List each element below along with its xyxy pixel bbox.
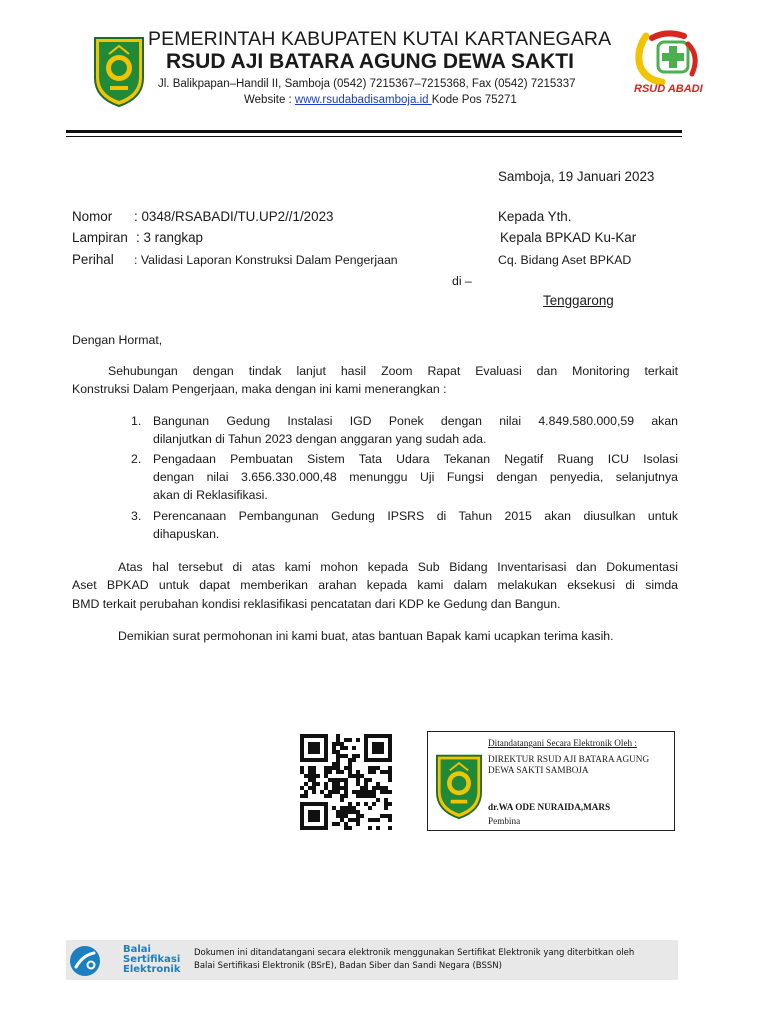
lampiran-label: Lampiran — [72, 230, 128, 245]
rsud-abadi-logo-text: RSUD ABADI — [634, 83, 703, 95]
letterhead-rule-thick — [66, 130, 682, 133]
item-1-line-2: dilanjutkan di Tahun 2023 dengan anggaran yang sudah ada. — [153, 432, 487, 446]
item-2-line-3: akan di Reklasifikasi. — [153, 488, 268, 502]
letterhead-rule-thin — [66, 136, 682, 137]
item-3-line-1: Perencanaan Pembangunan Gedung IPSRS di Tahun 2015 akan diusulkan untuk — [153, 509, 678, 523]
item-1-line-1: Bangunan Gedung Instalasi IGD Ponek dengan nilai 4.849.580.000,59 akan — [153, 414, 678, 428]
hospital-address: Jl. Balikpapan–Handil II, Samboja (0542) 7215367–7215368, Fax (0542) 7215337 — [158, 78, 576, 90]
kutai-kartanegara-emblem — [92, 34, 146, 108]
bsre-logo-line-3: Elektronik — [123, 964, 181, 975]
bsre-logo-line-1: Balai — [123, 944, 151, 955]
perihal-value: : Validasi Laporan Konstruksi Dalam Pengerjaan — [134, 253, 398, 267]
signed-electronically-label: Ditandatangani Secara Elektronik Oleh : — [488, 738, 637, 748]
salutation: Dengan Hormat, — [72, 333, 163, 347]
bsre-logo-icon — [69, 945, 101, 977]
recipient-name: Kepala BPKAD Ku-Kar — [500, 230, 637, 245]
item-2-line-1: Pengadaan Pembuatan Sistem Tata Udara Tekanan Negatif Ruang ICU Isolasi — [153, 452, 678, 466]
nomor-value: : 0348/RSABADI/TU.UP2//1/2023 — [134, 209, 334, 224]
intro-line-1: Sehubungan dengan tindak lanjut hasil Zoom Rapat Evaluasi dan Monitoring terkait — [108, 364, 678, 378]
website-line — [244, 94, 517, 106]
signer-name: dr.WA ODE NURAIDA,MARS — [488, 802, 611, 812]
lampiran-value: : 3 rangkap — [136, 230, 203, 245]
electronic-signature-box — [427, 731, 675, 831]
item-3-number: 3. — [131, 509, 142, 523]
item-1-number: 1. — [131, 414, 142, 428]
bsre-text-line-1: Dokumen ini ditandatangani secara elektronik menggunakan Sertifikat Elektronik yang diterbitkan oleh — [194, 948, 635, 958]
body-line-2: Aset BPKAD untuk dapat memberikan arahan kepada kami dalam melakukan eksekusi di simda — [72, 578, 678, 592]
website-label: Website : — [244, 94, 295, 106]
signer-rank: Pembina — [488, 816, 521, 826]
bsre-logo-line-2: Sertifikasi — [123, 954, 181, 965]
item-3-line-2: dihapuskan. — [153, 527, 220, 541]
signer-position-line-1: DIREKTUR RSUD AJI BATARA AGUNG — [488, 754, 650, 764]
item-2-line-2: dengan nilai 3.656.330.000,48 menunggu Uji Fungsi dengan penyedia, selanjutnya — [153, 470, 678, 484]
recipient-greeting: Kepada Yth. — [498, 209, 572, 224]
nomor-label: Nomor — [72, 209, 113, 224]
postal-code: Kode Pos 75271 — [431, 94, 517, 106]
bsre-text-line-2: Balai Sertifikasi Elektronik (BSrE), Badan Siber dan Sandi Negara (BSSN) — [194, 961, 502, 971]
recipient-cq: Cq. Bidang Aset BPKAD — [498, 253, 632, 267]
body-line-3: BMD terkait perubahan kondisi reklasifikasi pencatatan dari KDP ke Gedung dan Bangun. — [72, 597, 561, 611]
signature-emblem — [434, 752, 484, 820]
recipient-city: Tenggarong — [543, 293, 614, 308]
intro-line-2: Konstruksi Dalam Pengerjaan, maka dengan ini kami menerangkan : — [72, 382, 447, 396]
signer-position-line-2: DEWA SAKTI SAMBOJA — [488, 765, 589, 775]
rsud-abadi-logo — [632, 26, 718, 104]
item-2-number: 2. — [131, 452, 142, 466]
closing-sentence: Demikian surat permohonan ini kami buat, atas bantuan Bapak kami ucapkan terima kasih. — [118, 629, 614, 643]
recipient-di: di – — [452, 274, 472, 288]
perihal-label: Perihal — [72, 252, 114, 267]
website-link[interactable]: www.rsudabadisamboja.id — [294, 94, 432, 106]
government-name: PEMERINTAH KABUPATEN KUTAI KARTANEGARA — [148, 28, 612, 50]
place-date: Samboja, 19 Januari 2023 — [498, 169, 655, 184]
bsre-text-block — [188, 940, 678, 980]
body-line-1: Atas hal tersebut di atas kami mohon kepada Sub Bidang Inventarisasi dan Dokumentasi — [118, 560, 678, 574]
hospital-name: RSUD AJI BATARA AGUNG DEWA SAKTI — [166, 50, 574, 73]
bsre-footer — [66, 940, 678, 980]
qr-code — [300, 734, 392, 830]
